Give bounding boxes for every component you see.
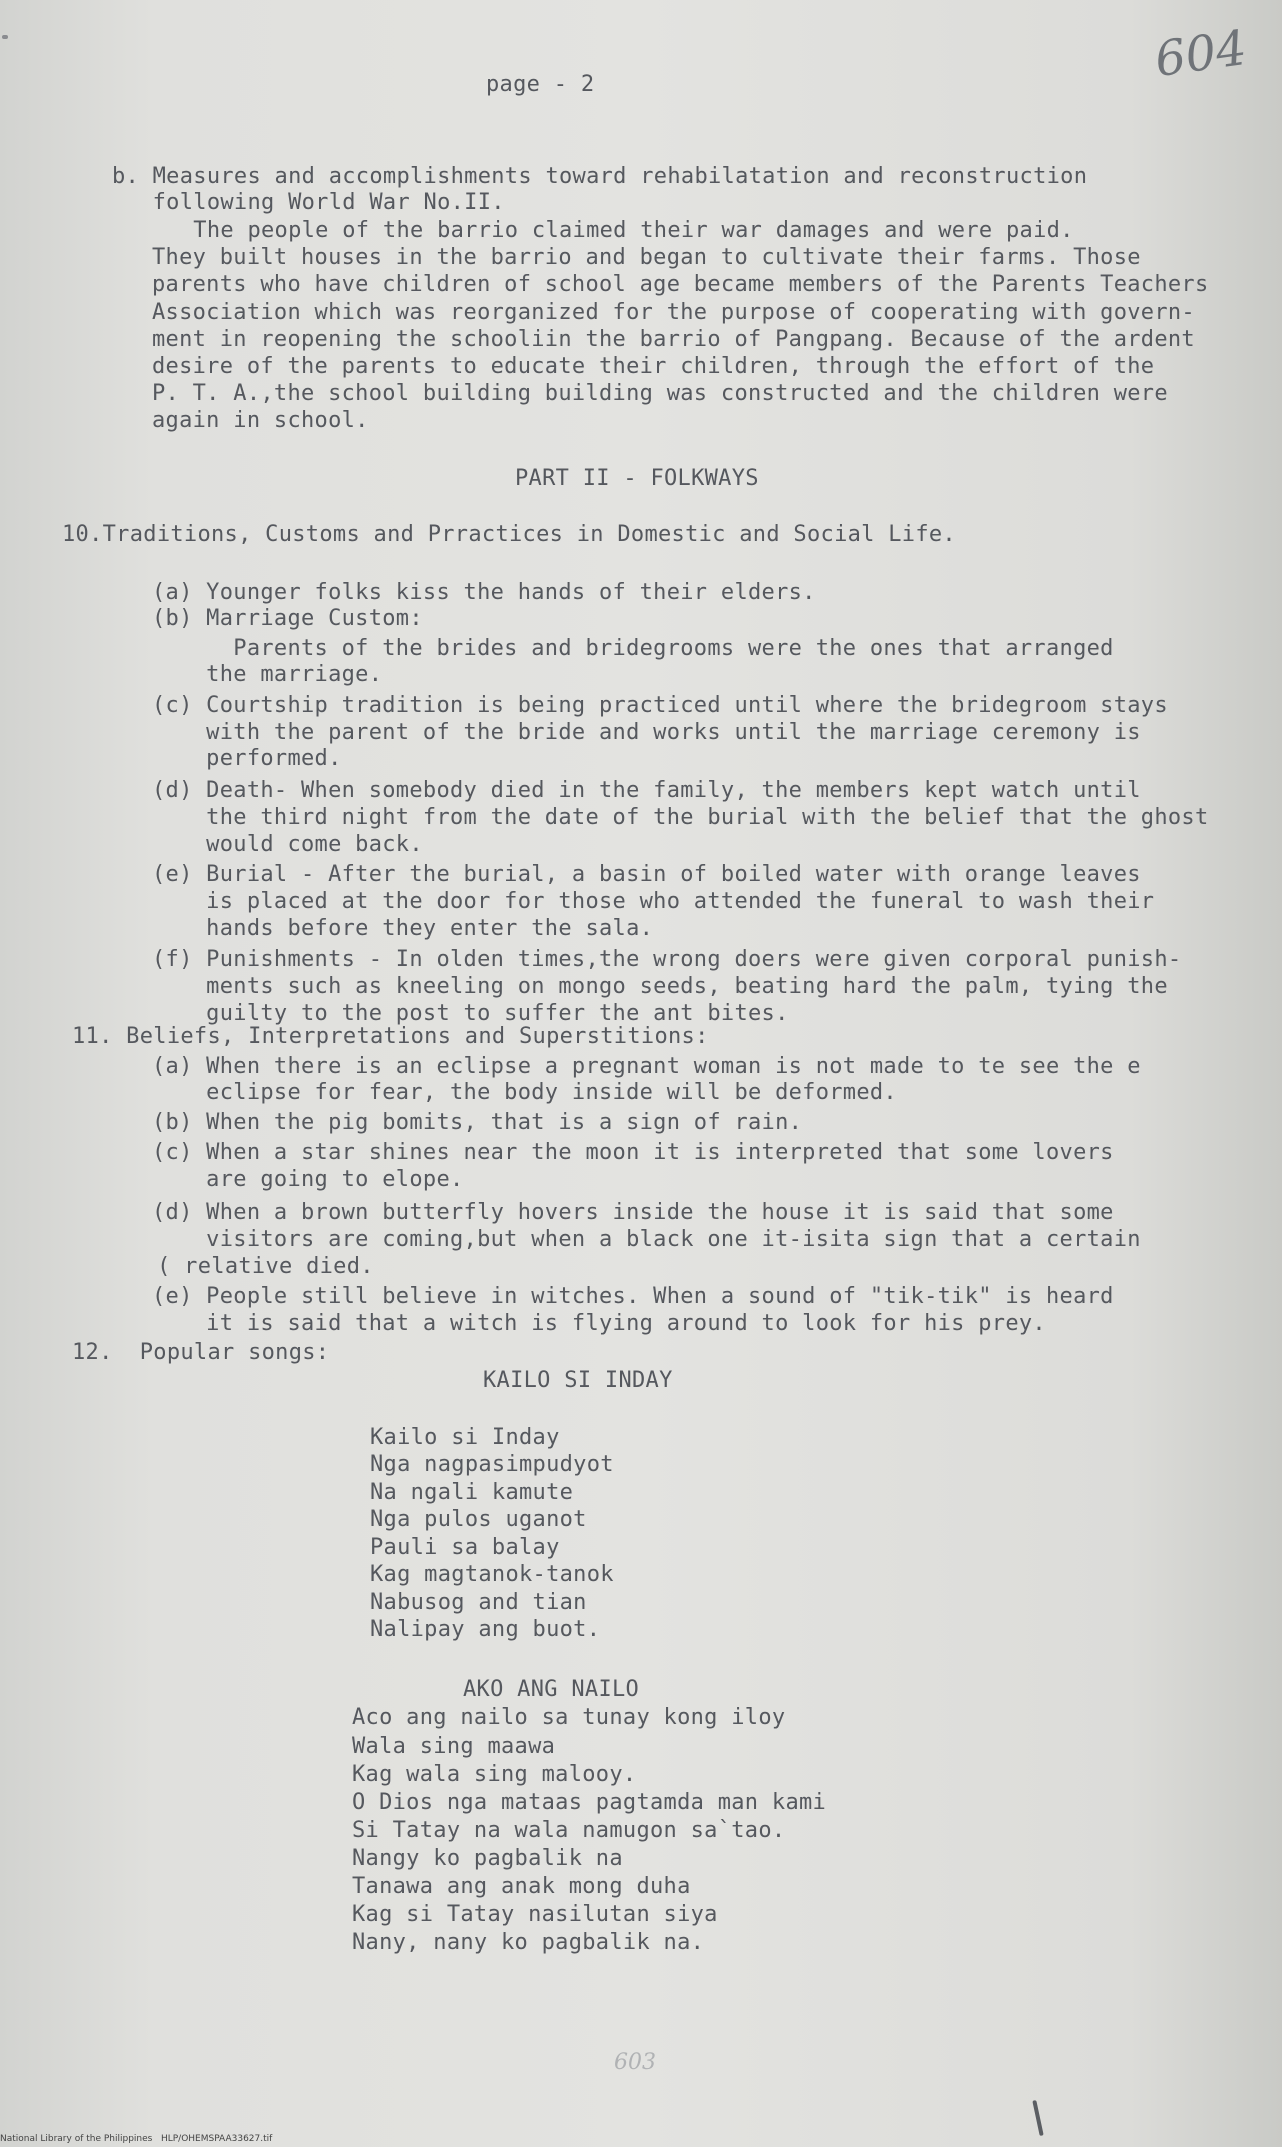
item-11-line: it is said that a witch is flying around to look for his prey. [152, 1311, 1046, 1336]
item-11-line: (e) People still believe in witches. When a sound of "tik-tik" is heard [152, 1284, 1114, 1309]
item-11-heading: 11. Beliefs, Interpretations and Superstitions: [72, 1024, 709, 1049]
item-10-line: (e) Burial - After the burial, a basin of boiled water with orange leaves [152, 862, 1141, 887]
item-10-heading: 10.Traditions, Customs and Prractices in Domestic and Social Life. [62, 522, 956, 547]
song-line: Nabusog and tian [370, 1590, 587, 1615]
item-10-line: ments such as kneeling on mongo seeds, beating hard the palm, tying the [152, 974, 1168, 999]
song-line: Nangy ko pagbalik na [352, 1846, 623, 1871]
item-10-line: (b) Marriage Custom: [152, 606, 423, 631]
section-b-line: parents who have children of school age became members of the Parents Teachers [152, 272, 1209, 297]
item-10-line: Parents of the brides and bridegrooms were the ones that arranged [152, 636, 1114, 661]
item-10-line: performed. [152, 746, 342, 771]
item-10-line: is placed at the door for those who attended the funeral to wash their [152, 889, 1155, 914]
part-title: PART II - FOLKWAYS [515, 466, 759, 491]
item-11-line: visitors are coming,but when a black one it-isita sign that a certain [152, 1227, 1141, 1252]
footer-library: National Library of the Philippines [0, 2134, 153, 2144]
song-line: Wala sing maawa [352, 1734, 556, 1759]
section-b-line: The people of the barrio claimed their war damages and were paid. [112, 218, 1074, 243]
item-11-line: are going to elope. [152, 1167, 464, 1192]
pencil-stroke [1032, 2100, 1043, 2136]
item-11-line: (c) When a star shines near the moon it is interpreted that some lovers [152, 1140, 1114, 1165]
item-11-line: ( relative died. [130, 1254, 374, 1279]
section-b-line: They built houses in the barrio and began to cultivate their farms. Those [152, 245, 1141, 270]
item-10-line: with the parent of the bride and works until the marriage ceremony is [152, 720, 1141, 745]
section-b-line: P. T. A.,the school building building was constructed and the children were [152, 381, 1168, 406]
section-b-line: following World War No.II. [112, 190, 505, 215]
section-b-line: Association which was reorganized for the purpose of cooperating with govern- [152, 300, 1195, 325]
song-line: Nalipay ang buot. [370, 1617, 601, 1642]
item-11-line: (d) When a brown butterfly hovers inside the house it is said that some [152, 1200, 1114, 1225]
song-line: Pauli sa balay [370, 1535, 560, 1560]
section-b-line: desire of the parents to educate their children, through the effort of the [152, 354, 1155, 379]
item-11-line: eclipse for fear, the body inside will be deformed. [152, 1080, 897, 1105]
song-line: Na ngali kamute [370, 1480, 574, 1505]
item-10-line: the marriage. [152, 662, 383, 687]
item-10-line: (a) Younger folks kiss the hands of their elders. [152, 580, 816, 605]
song-line: Kailo si Inday [370, 1425, 560, 1450]
item-10-line: guilty to the post to suffer the ant bites. [152, 1001, 789, 1026]
section-b-line: again in school. [152, 408, 369, 433]
handwritten-bottom-number: 603 [614, 2050, 656, 2075]
song-title: KAILO SI INDAY [483, 1368, 673, 1393]
song-line: Tanawa ang anak mong duha [352, 1874, 691, 1899]
song-line: Aco ang nailo sa tunay kong iloy [352, 1705, 786, 1730]
item-10-line: (d) Death- When somebody died in the family, the members kept watch until [152, 778, 1141, 803]
section-b-line: ment in reopening the schooliin the barrio of Pangpang. Because of the ardent [152, 327, 1195, 352]
item-10-line: (f) Punishments - In olden times,the wrong doers were given corporal punish- [152, 947, 1182, 972]
song-line: Kag wala sing malooy. [352, 1762, 637, 1787]
footer-file-id: HLP/OHEMSPAA33627.tif [160, 2134, 273, 2144]
archive-footer [0, 2134, 272, 2144]
song-line: Nga nagpasimpudyot [370, 1452, 614, 1477]
item-11-line: (b) When the pig bomits, that is a sign of rain. [152, 1110, 803, 1135]
song-line: O Dios nga mataas pagtamda man kami [352, 1790, 827, 1815]
handwritten-page-number: 604 [1151, 19, 1251, 89]
item-11-line: (a) When there is an eclipse a pregnant woman is not made to te see the e [152, 1054, 1141, 1079]
item-10-line: would come back. [152, 832, 423, 857]
page-header: page - 2 [486, 72, 595, 97]
item-10-line: hands before they enter the sala. [152, 916, 654, 941]
ink-mark [2, 35, 8, 39]
song-line: Nany, nany ko pagbalik na. [352, 1930, 705, 1955]
song-line: Si Tatay na wala namugon sa`tao. [352, 1818, 786, 1843]
song-title: AKO ANG NAILO [463, 1677, 640, 1702]
item-10-line: the third night from the date of the burial with the belief that the ghost [152, 805, 1209, 830]
item-12-heading: 12. Popular songs: [72, 1340, 330, 1365]
song-line: Nga pulos uganot [370, 1507, 587, 1532]
section-b-line: b. Measures and accomplishments toward rehabilatation and reconstruction [112, 164, 1088, 189]
song-line: Kag magtanok-tanok [370, 1562, 614, 1587]
item-10-line: (c) Courtship tradition is being practiced until where the bridegroom stays [152, 693, 1168, 718]
song-line: Kag si Tatay nasilutan siya [352, 1902, 718, 1927]
